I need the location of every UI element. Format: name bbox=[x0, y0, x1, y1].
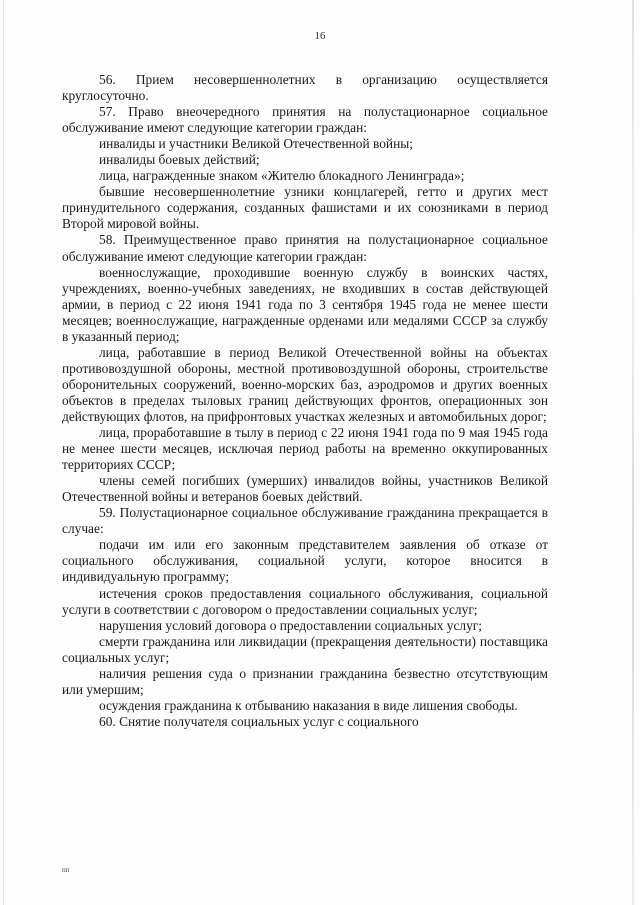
list-item: лица, награжденные знаком «Жителю блокадного Ленинграда»; bbox=[99, 168, 465, 184]
list-item: наличия решения суда о признании гражданина безвестно отсутствующим или умершим; bbox=[62, 665, 548, 697]
list-item: лица, проработавшие в тылу в период с 22 июня 1941 года по 9 мая 1945 года не менее шести месяцев, исключая период работы на временно оккупированных территориях СССР; bbox=[62, 425, 548, 473]
paragraph-59: 59. Полустационарное социальное обслуживание гражданина прекращается в случае: bbox=[62, 505, 548, 537]
list-item: военнослужащие, проходившие военную службу в воинских частях, учреждениях, военно-учебных заведениях, не входивших в состав действующей армии, в период с 22 июня 1941 года по 3 сентября 1945 года не менее шести месяцев; военнослужащие, награжденные орденами или медалями СССР за службу в указанный период; bbox=[62, 264, 548, 344]
scan-edge-left bbox=[3, 0, 4, 905]
paragraph-56: 56. Прием несовершеннолетних в организацию осуществляется круглосуточно. bbox=[62, 72, 548, 104]
list-item: смерти гражданина или ликвидации (прекращения деятельности) поставщика социальных услуг; bbox=[62, 633, 548, 665]
list-item: лица, работавшие в период Великой Отечественной войны на объектах противовоздушной обороны, местной противовоздушной обороны, строительстве оборонительных сооружений, военно-морских баз, аэродромов и других военных объектов в пределах тыловых границ действующих фронтов, операционных зон действующих флотов, на прифронтовых участках железных и автомобильных дорог; bbox=[62, 344, 548, 424]
paragraph-58: 58. Преимущественное право принятия на полустационарное социальное обслуживание имеют следующие категории граждан: bbox=[62, 232, 548, 264]
list-item: инвалиды боевых действий; bbox=[99, 152, 260, 168]
page-number: 16 bbox=[314, 30, 326, 42]
list-item: осуждения гражданина к отбыванию наказания в виде лишения свободы. bbox=[99, 697, 518, 713]
list-item: истечения сроков предоставления социального обслуживания, социальной услуги в соответствии с договором о предоставлении социальных услуг; bbox=[62, 585, 548, 617]
footer-mark: пп bbox=[62, 866, 70, 874]
list-item: инвалиды и участники Великой Отечественной войны; bbox=[99, 136, 413, 152]
list-item: члены семей погибших (умерших) инвалидов войны, участников Великой Отечественной войны и ветеранов боевых действий. bbox=[62, 473, 548, 505]
document-body bbox=[62, 72, 548, 730]
list-item: бывшие несовершеннолетние узники концлагерей, гетто и других мест принудительного содержания, созданных фашистами и их союзниками в период Второй мировой войны. bbox=[62, 184, 548, 232]
scan-edge-right bbox=[632, 0, 634, 905]
list-item: подачи им или его законным представителем заявления об отказе от социального обслуживания, социальной услуги, которое вносится в индивидуальную программу; bbox=[62, 537, 548, 585]
paragraph-60: 60. Снятие получателя социальных услуг с социального bbox=[99, 713, 419, 729]
paragraph-57: 57. Право внеочередного принятия на полустационарное социальное обслуживание имеют следующие категории граждан: bbox=[62, 104, 548, 136]
list-item: нарушения условий договора о предоставлении социальных услуг; bbox=[99, 617, 482, 633]
